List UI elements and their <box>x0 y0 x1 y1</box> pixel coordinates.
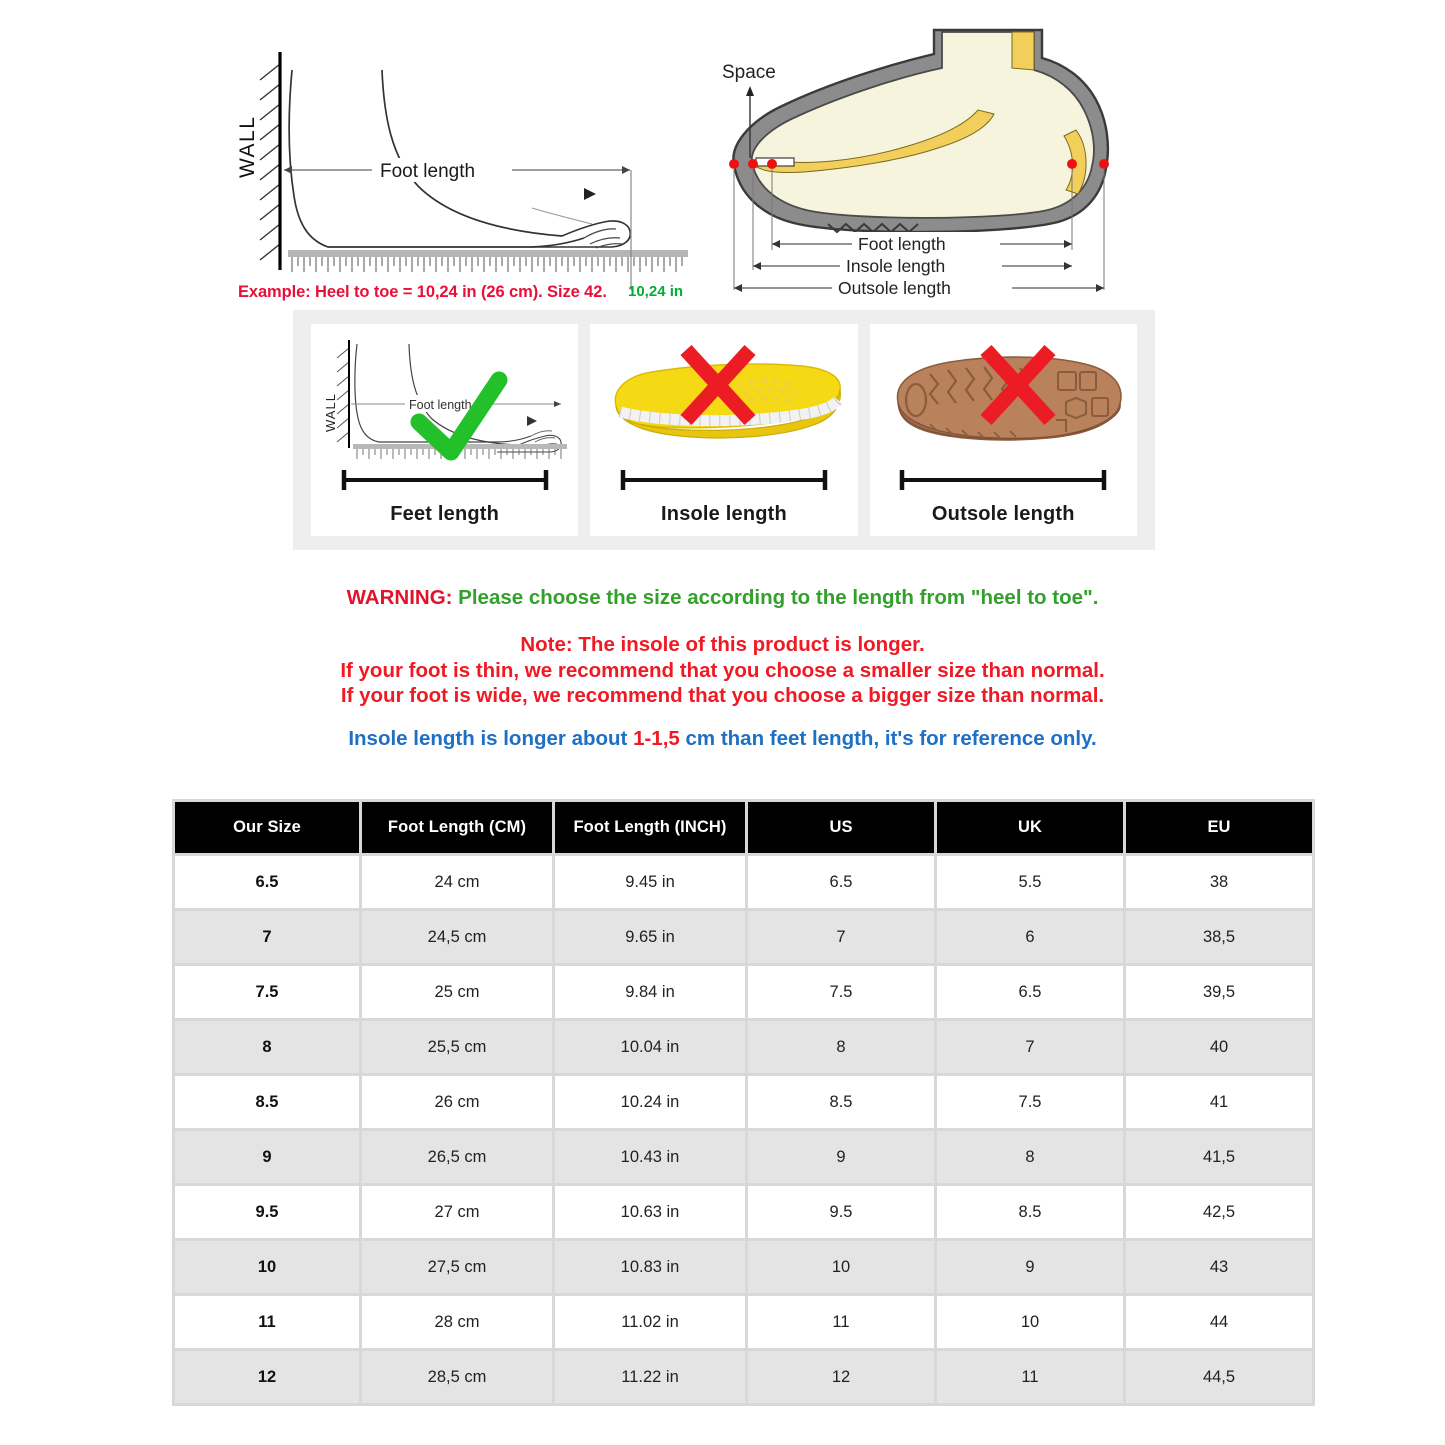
cell-us: 11 <box>748 1296 934 1348</box>
panel-feet-length-art <box>311 328 583 480</box>
red-dot-foot-heel <box>1067 159 1077 169</box>
cell-inch: 10.04 in <box>555 1021 745 1073</box>
cell-our-size: 6.5 <box>175 856 359 908</box>
cell-eu: 44,5 <box>1126 1351 1312 1403</box>
red-dot-outsole-toe <box>729 159 739 169</box>
cell-eu: 42,5 <box>1126 1186 1312 1238</box>
cell-inch: 11.22 in <box>555 1351 745 1403</box>
cell-eu: 44 <box>1126 1296 1312 1348</box>
cell-inch: 10.24 in <box>555 1076 745 1128</box>
foot-wall-svg <box>232 18 702 303</box>
cell-cm: 28 cm <box>362 1296 552 1348</box>
cell-us: 12 <box>748 1351 934 1403</box>
cell-cm: 24 cm <box>362 856 552 908</box>
header-our-size: Our Size <box>175 802 359 853</box>
header-eu: EU <box>1126 802 1312 853</box>
cell-eu: 38 <box>1126 856 1312 908</box>
cell-cm: 25,5 cm <box>362 1021 552 1073</box>
cell-uk: 6.5 <box>937 966 1123 1018</box>
green-check-icon <box>419 380 499 452</box>
cell-uk: 5.5 <box>937 856 1123 908</box>
panel-feet-length <box>311 324 578 536</box>
cell-eu: 39,5 <box>1126 966 1312 1018</box>
table-row <box>175 1296 1312 1348</box>
toe-crease-2 <box>590 238 620 244</box>
cell-cm: 25 cm <box>362 966 552 1018</box>
cell-inch: 9.84 in <box>555 966 745 1018</box>
cell-inch: 11.02 in <box>555 1296 745 1348</box>
panel-outsole-length <box>870 324 1137 536</box>
insole-text-post: cm than feet length, it's for reference only. <box>679 726 1097 750</box>
insole-text-pre: Insole length is longer about <box>348 726 634 750</box>
cell-inch: 10.83 in <box>555 1241 745 1293</box>
measurement-comparison-strip <box>293 310 1155 550</box>
cell-our-size: 8 <box>175 1021 359 1073</box>
table-body <box>175 856 1312 1403</box>
cell-cm: 27,5 cm <box>362 1241 552 1293</box>
panel-insole-length-label: Insole length <box>661 503 787 525</box>
panel-toe-pointer-icon <box>527 416 537 426</box>
insole-reference-line <box>0 726 1445 750</box>
table-row <box>175 1186 1312 1238</box>
cell-us: 8 <box>748 1021 934 1073</box>
note-line: Note: The insole of this product is longer. <box>520 632 925 656</box>
cell-our-size: 7 <box>175 911 359 963</box>
dim-insole-length-label: Insole length <box>846 256 946 276</box>
red-dot-outsole-heel <box>1099 159 1109 169</box>
cell-our-size: 9.5 <box>175 1186 359 1238</box>
cell-cm: 27 cm <box>362 1186 552 1238</box>
foot-measure-diagram <box>232 18 702 303</box>
panel-outsole-measure-bar <box>896 468 1110 492</box>
cell-uk: 9 <box>937 1241 1123 1293</box>
table-row <box>175 911 1312 963</box>
toe-crease-1 <box>584 229 616 238</box>
panel-outsole-length-label: Outsole length <box>931 503 1075 525</box>
warning-line <box>0 588 1445 609</box>
cell-our-size: 10 <box>175 1241 359 1293</box>
toe-pointer-icon <box>584 188 596 200</box>
cell-eu: 38,5 <box>1126 911 1312 963</box>
wall-label: WALL <box>236 115 259 178</box>
cell-us: 8.5 <box>748 1076 934 1128</box>
note-thin-foot-line: If your foot is thin, we recommend that you choose a smaller size than normal. <box>340 658 1105 682</box>
space-arrow-icon <box>746 86 754 96</box>
panel-insole-length <box>590 324 857 536</box>
header-uk: UK <box>937 802 1123 853</box>
cell-our-size: 12 <box>175 1351 359 1403</box>
size-chart-table-wrap <box>172 799 1276 1406</box>
table-row <box>175 966 1312 1018</box>
cell-our-size: 11 <box>175 1296 359 1348</box>
cell-uk: 10 <box>937 1296 1123 1348</box>
cell-inch: 9.65 in <box>555 911 745 963</box>
cell-eu: 41,5 <box>1126 1131 1312 1183</box>
header-foot-length-cm: Foot Length (CM) <box>362 802 552 853</box>
insole-heel-collar <box>1012 32 1034 70</box>
dim-outsole-length-label: Outsole length <box>838 278 951 298</box>
warning-keyword: WARNING: <box>346 586 453 609</box>
cell-us: 10 <box>748 1241 934 1293</box>
panel-feet-length-label: Feet length <box>390 503 500 525</box>
cell-cm: 26 cm <box>362 1076 552 1128</box>
cell-us: 9.5 <box>748 1186 934 1238</box>
panel-feet-measure-bar <box>338 468 552 492</box>
dim-foot-length-label: Foot length <box>858 234 946 254</box>
foot-length-label: Foot length <box>380 161 476 182</box>
red-dot-insole-toe <box>748 159 758 169</box>
cell-us: 9 <box>748 1131 934 1183</box>
cell-cm: 26,5 cm <box>362 1131 552 1183</box>
notes-block <box>0 588 1445 750</box>
header-foot-length-inch: Foot Length (INCH) <box>555 802 745 853</box>
header-us: US <box>748 802 934 853</box>
table-row <box>175 1131 1312 1183</box>
cell-us: 6.5 <box>748 856 934 908</box>
table-row <box>175 1021 1312 1073</box>
foot-instep-outline <box>382 70 562 236</box>
cell-us: 7 <box>748 911 934 963</box>
cell-us: 7.5 <box>748 966 934 1018</box>
red-dot-foot-toe <box>767 159 777 169</box>
cell-uk: 7.5 <box>937 1076 1123 1128</box>
note-wide-foot-line: If your foot is wide, we recommend that you choose a bigger size than normal. <box>340 683 1105 707</box>
table-row <box>175 856 1312 908</box>
panel-outsole-art <box>870 328 1142 480</box>
cell-uk: 8 <box>937 1131 1123 1183</box>
cell-cm: 24,5 cm <box>362 911 552 963</box>
shoe-crosssection-diagram <box>712 18 1152 303</box>
cell-eu: 43 <box>1126 1241 1312 1293</box>
panel-inner-label: Foot length <box>409 398 472 412</box>
size-chart-table <box>172 799 1315 1406</box>
cell-uk: 7 <box>937 1021 1123 1073</box>
panel-insole-art <box>590 328 862 480</box>
shoe-crosssection-svg <box>712 18 1152 303</box>
cell-uk: 6 <box>937 911 1123 963</box>
cell-cm: 28,5 cm <box>362 1351 552 1403</box>
cell-inch: 10.63 in <box>555 1186 745 1238</box>
table-row <box>175 1241 1312 1293</box>
ankle-shade <box>532 208 592 224</box>
cell-our-size: 9 <box>175 1131 359 1183</box>
cell-inch: 9.45 in <box>555 856 745 908</box>
table-header-row <box>175 802 1312 853</box>
panel-insole-measure-bar <box>617 468 831 492</box>
example-caption: Example: Heel to toe = 10,24 in (26 cm). Size 42. <box>238 283 607 301</box>
insole-range-value: 1-1,5 <box>633 726 680 750</box>
cell-eu: 40 <box>1126 1021 1312 1073</box>
table-row <box>175 1351 1312 1403</box>
cell-uk: 8.5 <box>937 1186 1123 1238</box>
cell-eu: 41 <box>1126 1076 1312 1128</box>
cell-inch: 10.43 in <box>555 1131 745 1183</box>
wall-hatch-icon <box>260 56 280 266</box>
panel-wall-label: WALL <box>323 393 338 432</box>
cell-our-size: 8.5 <box>175 1076 359 1128</box>
diagrams-row <box>0 0 1445 305</box>
space-label: Space <box>722 62 776 83</box>
warning-body: Please choose the size according to the length from "heel to toe". <box>458 586 1099 609</box>
ruler-icon <box>288 250 688 272</box>
cell-uk: 11 <box>937 1351 1123 1403</box>
example-value-label: 10,24 in <box>628 283 684 300</box>
table-row <box>175 1076 1312 1128</box>
cell-our-size: 7.5 <box>175 966 359 1018</box>
